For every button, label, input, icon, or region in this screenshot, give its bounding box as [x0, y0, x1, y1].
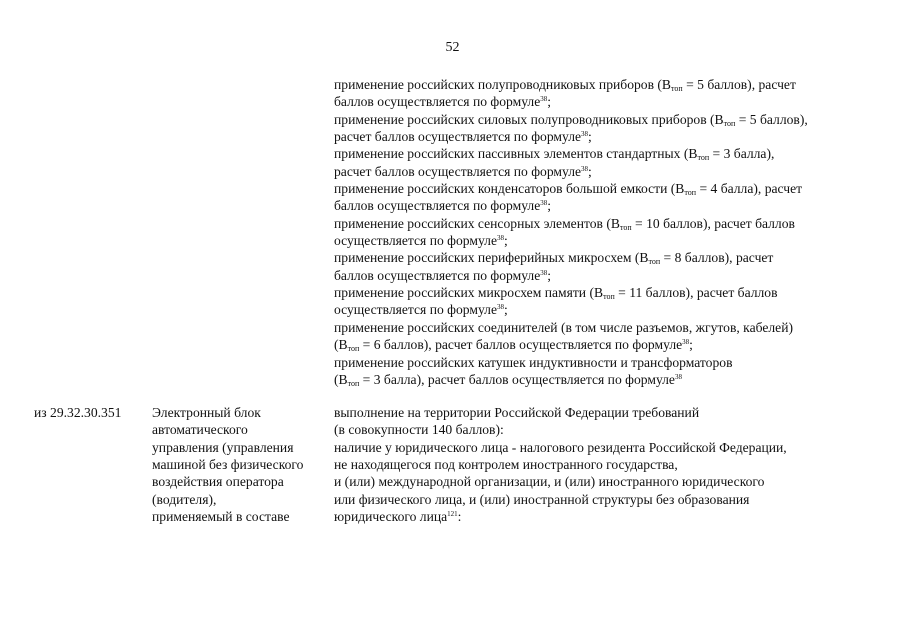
criteria-line — [334, 93, 894, 110]
subscript: топ — [697, 153, 710, 163]
requirement-line — [334, 439, 894, 456]
footnote-ref: 38 — [540, 199, 548, 208]
criteria-line — [334, 284, 894, 301]
criteria-line — [334, 128, 894, 145]
subscript: топ — [619, 222, 632, 232]
subscript: топ — [684, 188, 697, 198]
text-run: осуществляется по формуле — [334, 302, 497, 318]
footnote-ref: 38 — [497, 234, 504, 243]
footnote-ref: 38 — [497, 303, 504, 312]
text-run: = 6 баллов), расчет баллов осуществляется по формуле — [359, 337, 683, 353]
text-run: = 8 баллов), расчет — [660, 250, 774, 266]
criteria-line — [334, 197, 894, 214]
criteria-line — [334, 249, 894, 266]
text-run: : — [457, 509, 462, 525]
product-name-line: автоматического — [152, 422, 248, 438]
product-code: из 29.32.30.351 — [34, 405, 122, 420]
text-run: применение российских силовых полупроводниковых приборов (В — [334, 111, 724, 127]
subscript: топ — [723, 118, 736, 128]
text-run: ; — [547, 94, 552, 110]
footnote-ref: 38 — [581, 130, 589, 139]
footnote-ref: 38 — [581, 164, 589, 173]
text-run: наличие у юридического лица - налогового резидента Российской Федерации, — [334, 439, 787, 455]
text-run: = 5 баллов), расчет — [682, 77, 796, 92]
text-run: выполнение на территории Российской Федерации требований — [334, 405, 700, 420]
text-run: = 11 баллов), расчет баллов — [614, 285, 778, 301]
text-run: применение российских периферийных микросхем (В — [334, 250, 649, 266]
text-run: баллов осуществляется по формуле — [334, 94, 541, 110]
criteria-line — [334, 354, 894, 371]
requirement-line — [334, 473, 894, 490]
text-run: применение российских пассивных элементов стандартных (В — [334, 146, 698, 162]
footnote-ref: 38 — [540, 95, 548, 104]
footnote-ref: 121 — [447, 510, 458, 519]
text-run: расчет баллов осуществляется по формуле — [334, 163, 582, 179]
criteria-line — [334, 232, 894, 249]
text-run: = 10 баллов), расчет баллов — [631, 215, 795, 231]
criteria-line — [334, 145, 894, 162]
criteria-line — [334, 371, 894, 388]
criteria-line — [334, 76, 894, 93]
criteria-line — [334, 267, 894, 284]
text-run: ; — [588, 163, 592, 179]
text-run: ; — [588, 129, 592, 145]
text-run: = 3 балла), — [709, 146, 775, 162]
criteria-line — [334, 111, 894, 128]
product-name-line: Электронный блок — [152, 405, 261, 420]
subscript: топ — [347, 378, 360, 388]
footnote-ref: 38 — [674, 372, 682, 381]
requirement-line — [334, 491, 894, 508]
requirement-line — [334, 456, 894, 473]
text-run: (в совокупности 140 баллов): — [334, 422, 504, 438]
page-number: 52 — [445, 40, 460, 55]
text-run: = 5 баллов), — [735, 111, 808, 127]
text-run: расчет баллов осуществляется по формуле — [334, 129, 582, 145]
criteria-line — [334, 301, 894, 318]
text-run: ; — [504, 233, 508, 249]
text-run: баллов осуществляется по формуле — [334, 198, 541, 214]
text-run: (В — [334, 337, 348, 353]
requirement-line — [334, 508, 894, 525]
text-run: применение российских конденсаторов большой емкости (В — [334, 181, 685, 197]
criteria-line — [334, 336, 894, 353]
product-name-line: воздействия оператора — [152, 474, 284, 490]
footnote-ref: 38 — [682, 338, 690, 347]
text-run: = 3 балла), расчет баллов осуществляется по формуле — [359, 371, 675, 387]
product-name-line: применяемый в составе — [152, 509, 290, 525]
text-run: юридического лица — [334, 509, 448, 525]
product-name-line: (водителя), — [152, 491, 217, 507]
text-run: применение российских сенсорных элементов (В — [334, 215, 620, 231]
text-run: = 4 балла), расчет — [696, 181, 803, 197]
text-run: баллов осуществляется по формуле — [334, 267, 541, 283]
criteria-line — [334, 163, 894, 180]
criteria-list — [334, 76, 894, 388]
subscript: топ — [671, 84, 683, 93]
requirement-line — [334, 404, 894, 421]
subscript: топ — [648, 257, 661, 267]
text-run: применение российских полупроводниковых приборов (В — [334, 77, 671, 92]
criteria-line — [334, 180, 894, 197]
footnote-ref: 38 — [540, 268, 548, 277]
criteria-line — [334, 215, 894, 232]
requirements-text — [334, 404, 894, 525]
subscript: топ — [347, 344, 360, 354]
subscript: топ — [603, 292, 615, 302]
product-name-line: машиной без физического — [152, 457, 304, 473]
text-run: осуществляется по формуле — [334, 233, 497, 249]
text-run: не находящегося под контролем иностранного государства, — [334, 457, 678, 473]
text-run: ; — [504, 302, 508, 318]
text-run: применение российских микросхем памяти (В — [334, 285, 604, 301]
text-run: или физического лица, и (или) иностранной структуры без образования — [334, 491, 750, 507]
text-run: ; — [689, 337, 693, 353]
text-run: применение российских катушек индуктивности и трансформаторов — [334, 354, 733, 370]
product-name — [152, 404, 322, 525]
product-name-line: управления (управления — [152, 439, 294, 455]
text-run: ; — [547, 267, 552, 283]
requirement-line — [334, 421, 894, 438]
text-run: (В — [334, 371, 348, 387]
text-run: ; — [547, 198, 552, 214]
criteria-line — [334, 319, 894, 336]
text-run: применение российских соединителей (в том числе разъемов, жгутов, кабелей) — [334, 319, 793, 335]
text-run: и (или) международной организации, и (или) иностранного юридического — [334, 474, 765, 490]
